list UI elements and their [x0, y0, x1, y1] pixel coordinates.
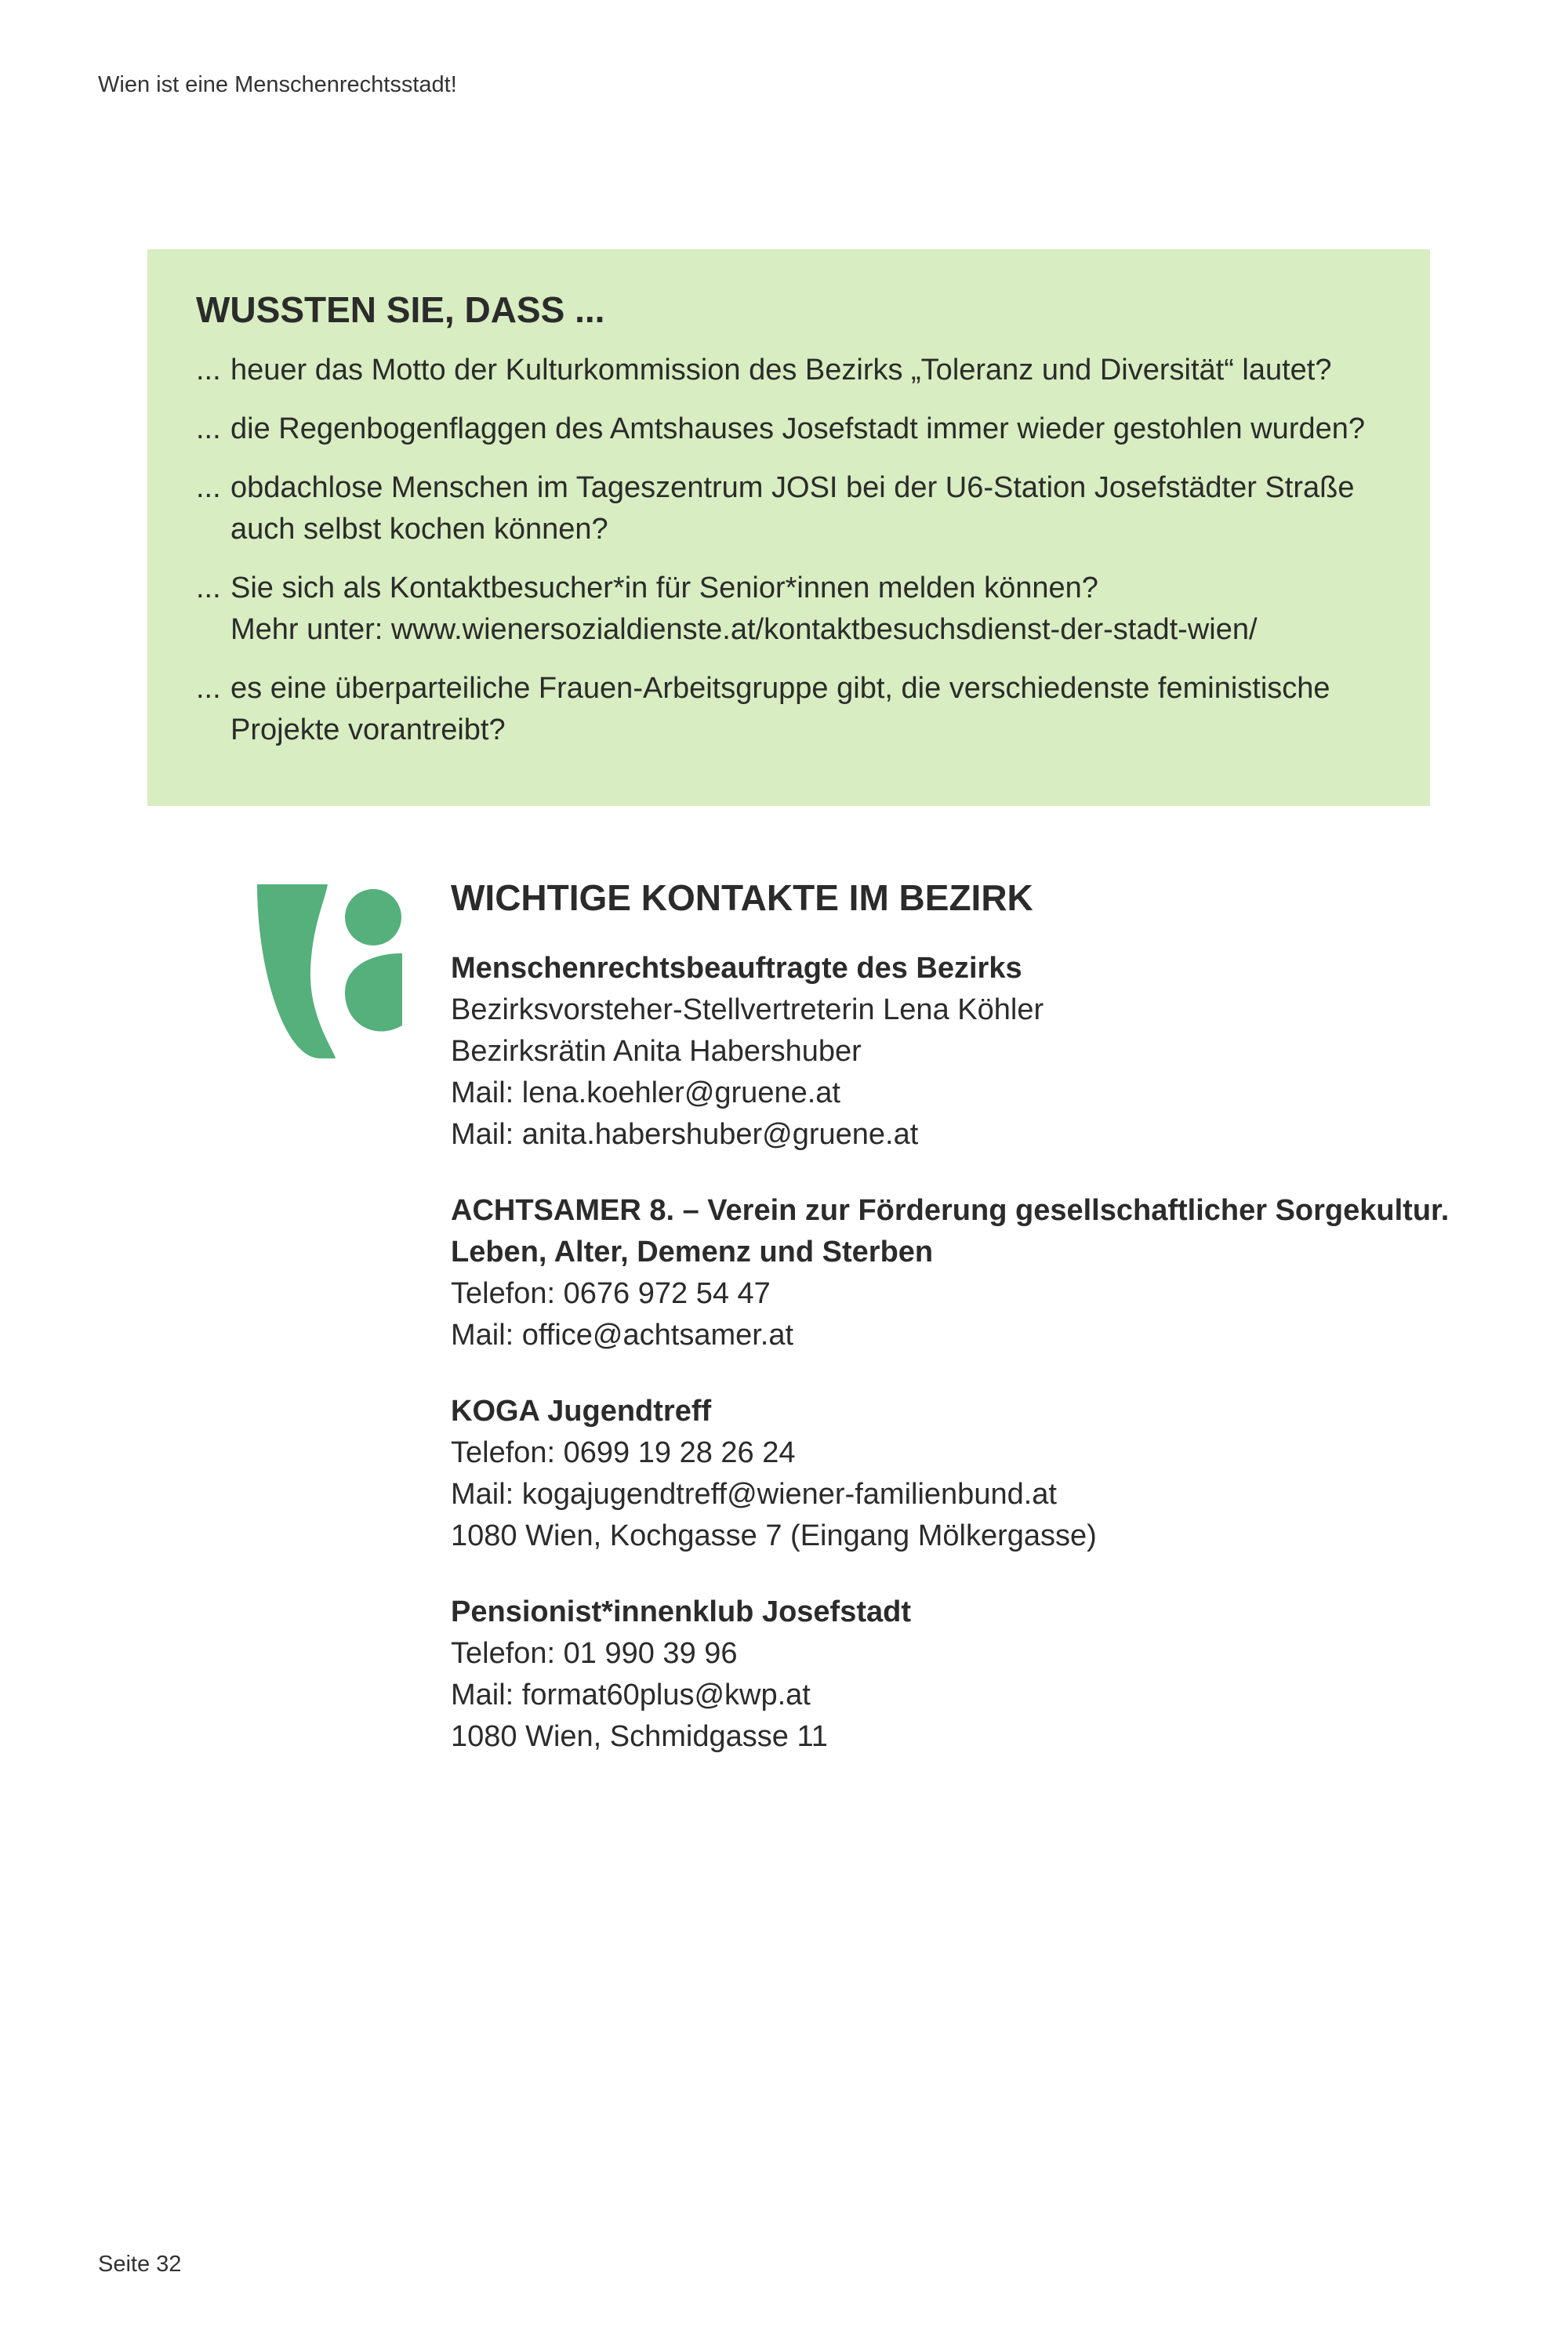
contact-block-koga [451, 1391, 1470, 1557]
fact-text: Projekte vorantreibt? [230, 713, 506, 746]
contact-title: KOGA Jugendtreff [451, 1395, 712, 1428]
contact-address: 1080 Wien, Schmidgasse 11 [451, 1720, 828, 1753]
contact-title: Leben, Alter, Demenz und Sterben [451, 1236, 934, 1269]
fact-item [196, 350, 1383, 391]
contact-email: Mail: office@achtsamer.at [451, 1319, 794, 1352]
page-number: Seite 32 [98, 2252, 182, 2277]
district-8-logo-icon [257, 884, 402, 1058]
logo-upper-circle [345, 889, 401, 946]
contact-email: Mail: lena.koehler@gruene.at [451, 1076, 840, 1109]
contact-phone: Telefon: 0676 972 54 47 [451, 1277, 771, 1310]
running-header: Wien ist eine Menschenrechtsstadt! [98, 72, 457, 97]
fact-item [196, 668, 1383, 751]
contact-line: Bezirksvorsteher-Stellvertreterin Lena Köhler [451, 993, 1044, 1026]
fact-text: es eine überparteiliche Frauen-Arbeitsgruppe gibt, die verschiedenste feministische [230, 672, 1330, 705]
contact-line: Bezirksrätin Anita Habershuber [451, 1035, 862, 1068]
contact-email: Mail: format60plus@kwp.at [451, 1679, 811, 1711]
did-you-know-title: WUSSTEN SIE, DASS ... [196, 289, 605, 330]
did-you-know-box [147, 249, 1430, 806]
fact-item [196, 408, 1383, 450]
contact-title: ACHTSAMER 8. – Verein zur Förderung gesellschaftlicher Sorgekultur. [451, 1194, 1450, 1227]
fact-text: heuer das Motto der Kulturkommission des Bezirks „Toleranz und Diversität“ lautet? [230, 354, 1332, 387]
district-8-logo-shape [257, 884, 402, 1058]
fact-text: auch selbst kochen können? [230, 513, 608, 546]
fact-ellipsis: ... [196, 471, 221, 504]
fact-ellipsis: ... [196, 672, 221, 705]
fact-item [196, 568, 1383, 651]
contact-title: Menschenrechtsbeauftragte des Bezirks [451, 952, 1022, 985]
logo-lower-shape [345, 953, 402, 1032]
fact-link-text: Mehr unter: www.wienersozialdienste.at/kontaktbesuchsdienst-der-stadt-wien/ [230, 613, 1258, 646]
fact-text: die Regenbogenflaggen des Amtshauses Josefstadt immer wieder gestohlen wurden? [230, 412, 1366, 445]
contacts-title: WICHTIGE KONTAKTE IM BEZIRK [451, 877, 1033, 918]
contact-block-pensionist-club [451, 1592, 1470, 1758]
important-contacts [451, 874, 1470, 1792]
fact-text: Sie sich als Kontaktbesucher*in für Senior*innen melden können? [230, 572, 1098, 604]
contact-email: Mail: kogajugendtreff@wiener-familienbund.at [451, 1478, 1057, 1511]
fact-ellipsis: ... [196, 412, 221, 445]
fact-ellipsis: ... [196, 354, 221, 387]
fact-text: obdachlose Menschen im Tageszentrum JOSI bei der U6-Station Josefstädter Straße [230, 471, 1355, 504]
contact-email: Mail: anita.habershuber@gruene.at [451, 1118, 919, 1151]
contact-title: Pensionist*innenklub Josefstadt [451, 1595, 911, 1628]
contact-block-human-rights [451, 948, 1470, 1156]
contact-address: 1080 Wien, Kochgasse 7 (Eingang Mölkergasse) [451, 1519, 1097, 1552]
contact-phone: Telefon: 0699 19 28 26 24 [451, 1436, 796, 1469]
fact-item [196, 467, 1383, 550]
fact-ellipsis: ... [196, 572, 221, 604]
contact-phone: Telefon: 01 990 39 96 [451, 1637, 738, 1670]
contact-block-achtsamer [451, 1190, 1470, 1356]
